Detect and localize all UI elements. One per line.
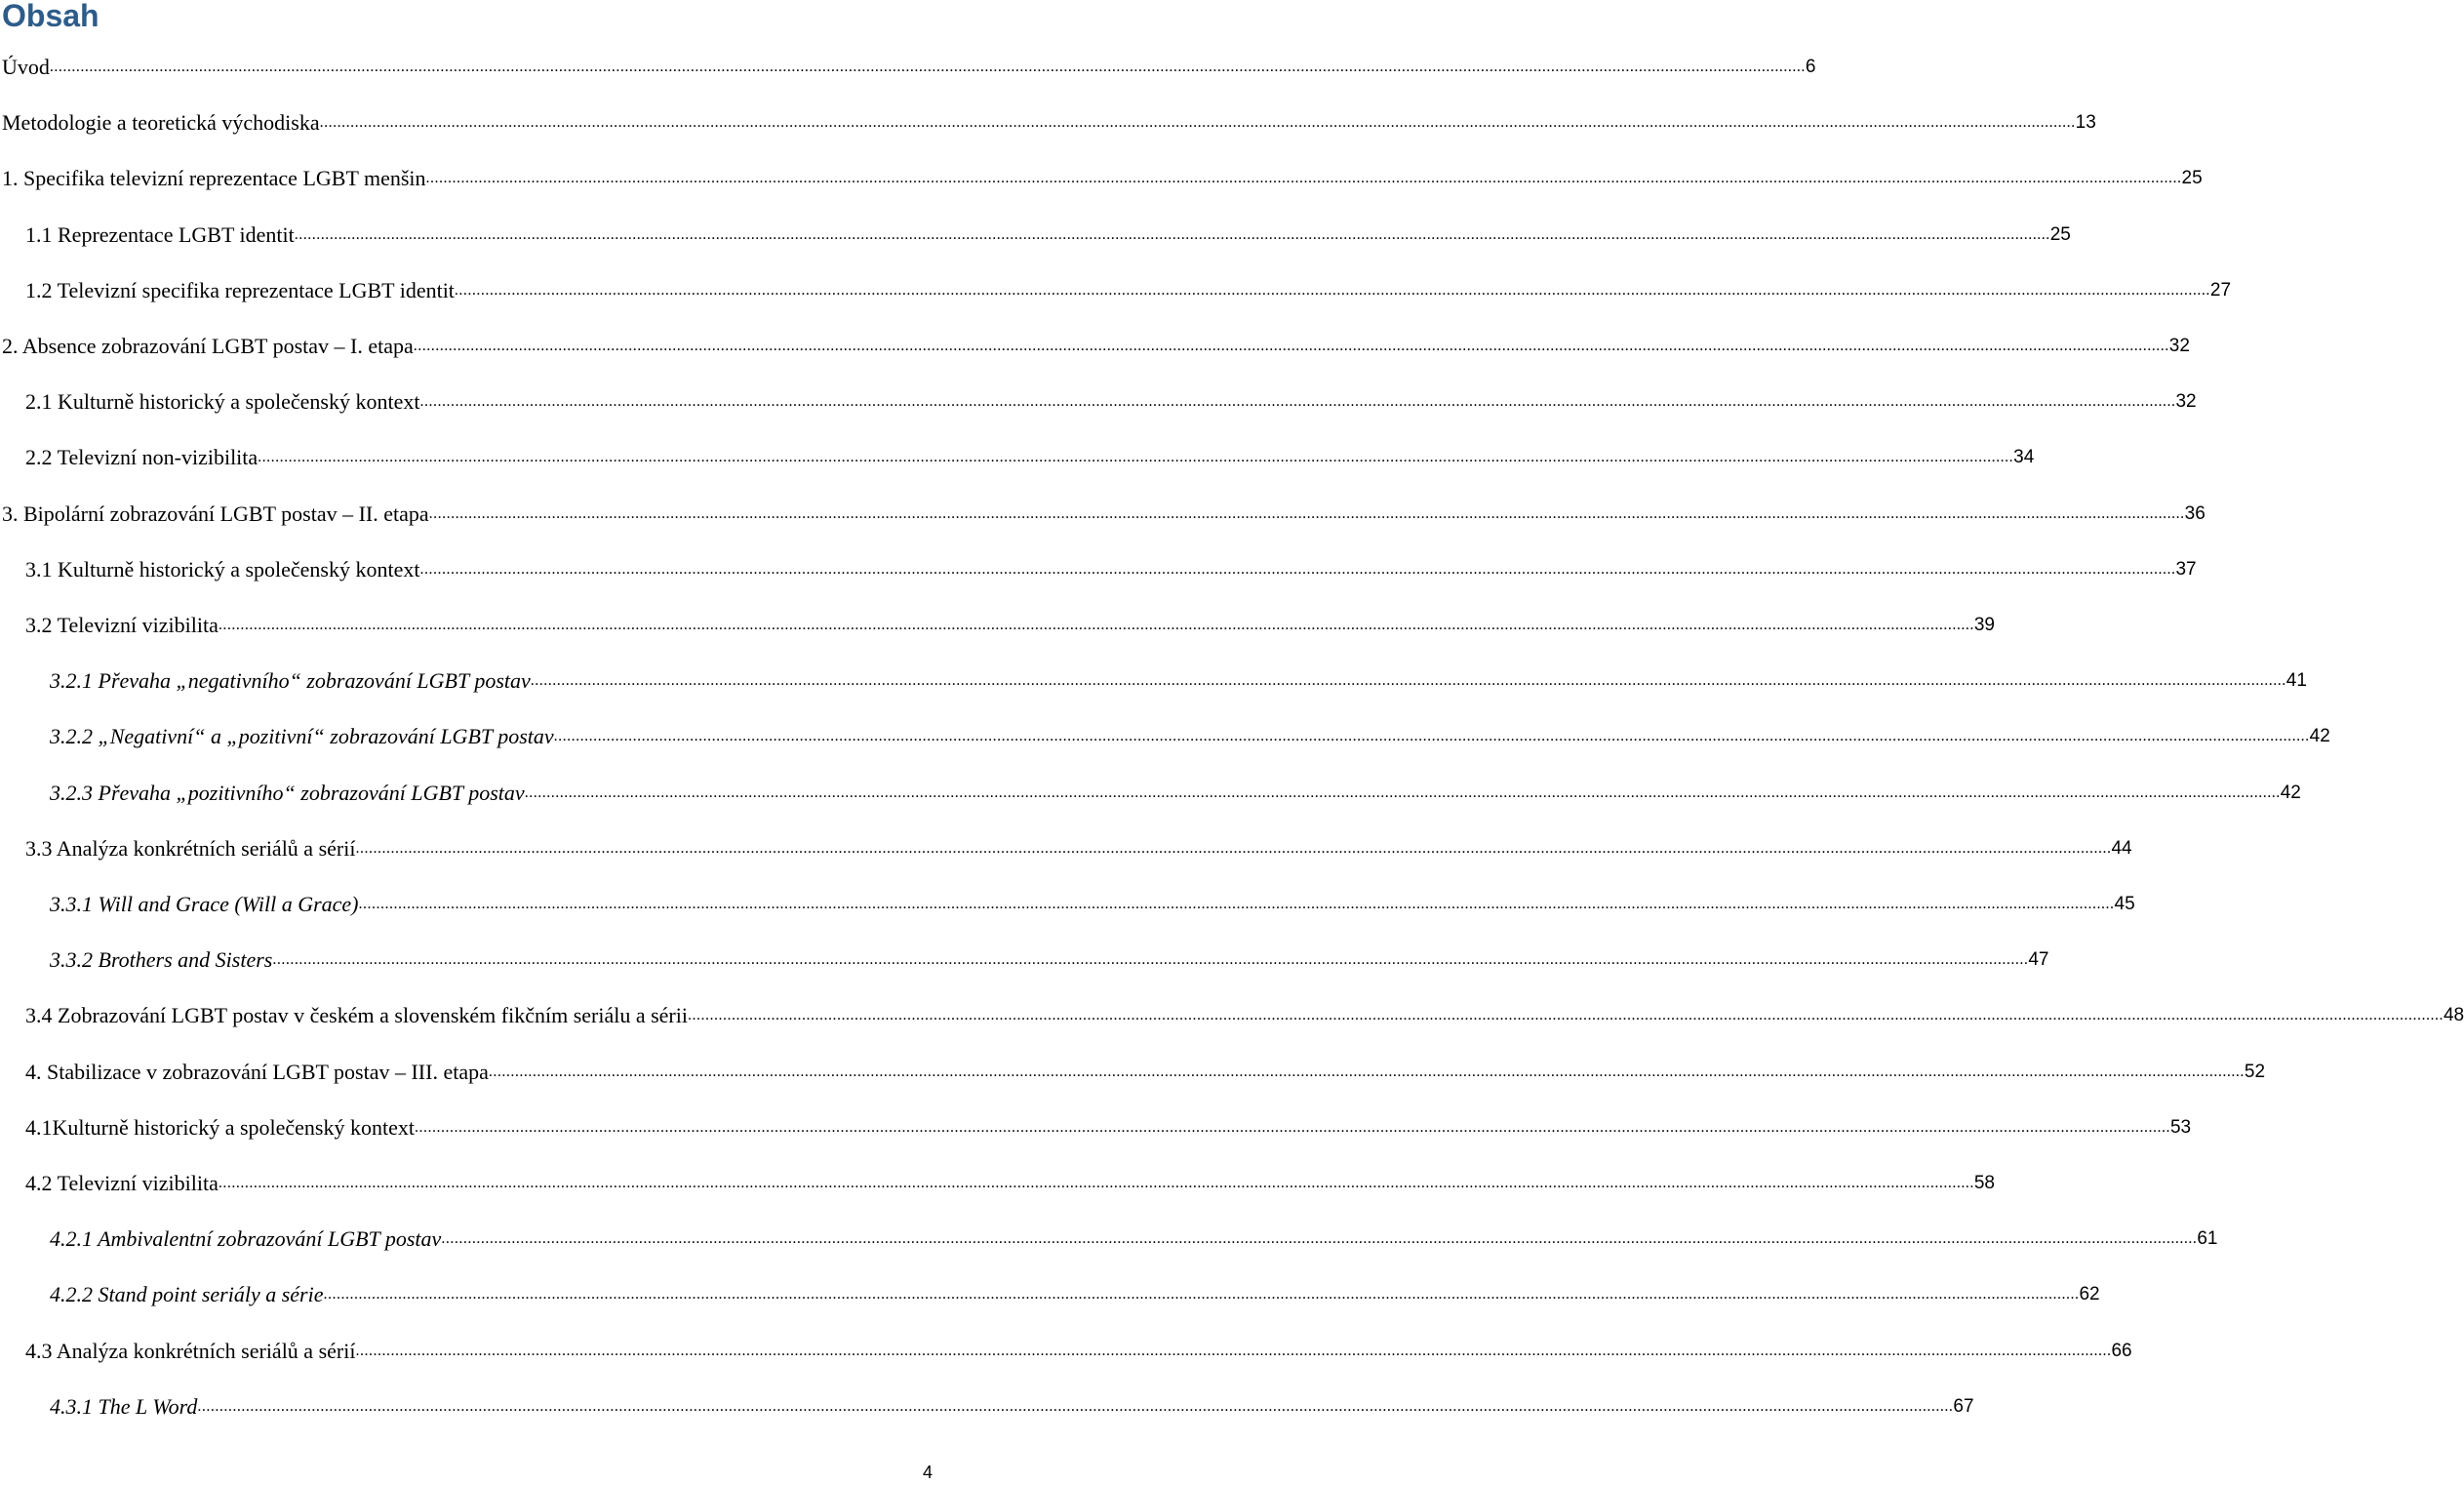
toc-entry-page-number: 13	[2075, 112, 2096, 133]
dot-leader: ................................................................................................................................................................................................................................................................................................................................................................................................................	[258, 449, 2014, 465]
dot-leader: ................................................................................................................................................................................................................................................................................................................................................................................................................	[355, 840, 2112, 857]
toc-entry[interactable]	[2, 162, 2203, 191]
dot-leader: ................................................................................................................................................................................................................................................................................................................................................................................................................	[319, 114, 2076, 131]
toc-entry[interactable]	[50, 888, 2135, 917]
toc-entry-page-number: 52	[2244, 1062, 2266, 1082]
toc-entry[interactable]	[2, 330, 2190, 359]
dot-leader: ................................................................................................................................................................................................................................................................................................................................................................................................................	[49, 59, 1806, 75]
toc-entry-title: 4.2.1 Ambivalentní zobrazování LGBT postav	[50, 1226, 442, 1251]
toc-entry[interactable]	[25, 1335, 2132, 1364]
dot-leader: ................................................................................................................................................................................................................................................................................................................................................................................................................	[419, 561, 2176, 578]
toc-entry-page-number: 39	[1973, 615, 1995, 635]
toc-entry[interactable]	[50, 943, 2049, 973]
toc-entry[interactable]	[25, 1111, 2192, 1141]
dot-leader: ................................................................................................................................................................................................................................................................................................................................................................................................................	[419, 393, 2176, 410]
toc-entry-title: 3.3.1 Will and Grace (Will a Grace)	[50, 892, 359, 916]
toc-entry-title: 3.3.2 Brothers and Sisters	[50, 947, 273, 972]
dot-leader: ................................................................................................................................................................................................................................................................................................................................................................................................................	[530, 672, 2286, 689]
toc-entry-title: 3.2.3 Převaha „pozitivního“ zobrazování LGBT postav	[50, 781, 525, 805]
toc-entry-title: Úvod	[2, 55, 50, 79]
toc-entry-title: 3.2 Televizní vizibilita	[25, 613, 219, 637]
toc-entry[interactable]	[25, 832, 2132, 862]
toc-entry[interactable]	[2, 51, 1816, 80]
toc-entry[interactable]	[50, 1278, 2100, 1307]
dot-leader: ................................................................................................................................................................................................................................................................................................................................................................................................................	[488, 1064, 2245, 1080]
toc-entry[interactable]	[50, 777, 2301, 806]
toc-entry-title: 3.2.1 Převaha „negativního“ zobrazování LGBT postav	[50, 668, 531, 693]
toc-entry[interactable]	[25, 1056, 2266, 1085]
toc-entry-title: 3.3 Analýza konkrétních seriálů a sérií	[25, 836, 356, 861]
toc-entry-page-number: 47	[2028, 949, 2049, 970]
dot-leader: ................................................................................................................................................................................................................................................................................................................................................................................................................	[197, 1398, 1954, 1415]
toc-entry-page-number: 25	[2049, 224, 2071, 245]
toc-entry-page-number: 36	[2184, 503, 2206, 524]
toc-entry[interactable]	[25, 385, 2197, 415]
toc-entry-page-number: 66	[2111, 1341, 2132, 1361]
toc-entry-title: 3.2.2 „Negativní“ a „pozitivní“ zobrazování LGBT postav	[50, 724, 554, 748]
toc-entry[interactable]	[25, 553, 2197, 582]
toc-entry-title: 3.1 Kulturně historický a společenský kontext	[25, 557, 420, 582]
toc-entry-title: 4.2 Televizní vizibilita	[25, 1171, 219, 1195]
toc-entry-page-number: 27	[2209, 280, 2232, 301]
dot-leader: ................................................................................................................................................................................................................................................................................................................................................................................................................	[414, 1119, 2170, 1136]
toc-entry-page-number: 6	[1805, 57, 1816, 77]
toc-entry-title: 1. Specifika televizní reprezentace LGBT menšin	[2, 166, 426, 190]
toc-entry-title: 2.1 Kulturně historický a společenský kontext	[25, 389, 420, 414]
toc-entry-page-number: 42	[2309, 726, 2330, 746]
dot-leader: ................................................................................................................................................................................................................................................................................................................................................................................................................	[413, 338, 2169, 354]
toc-entry-page-number: 61	[2197, 1228, 2218, 1249]
toc-entry-page-number: 32	[2168, 336, 2190, 356]
toc-entry[interactable]	[50, 1390, 1974, 1420]
dot-leader: ................................................................................................................................................................................................................................................................................................................................................................................................................	[323, 1286, 2080, 1303]
toc-entry-title: 4.2.2 Stand point seriály a série	[50, 1282, 324, 1306]
toc-entry[interactable]	[25, 999, 2464, 1028]
toc-entry-title: 4.3 Analýza konkrétních seriálů a sérií	[25, 1339, 356, 1363]
page-number: 4	[922, 1463, 933, 1482]
dot-leader: ................................................................................................................................................................................................................................................................................................................................................................................................................	[454, 282, 2210, 299]
dot-leader: ................................................................................................................................................................................................................................................................................................................................................................................................................	[441, 1230, 2198, 1247]
toc-entry-title: 4.1Kulturně historický a společenský kontext	[25, 1115, 415, 1140]
toc-entry-page-number: 45	[2114, 894, 2135, 914]
toc-entry-page-number: 37	[2175, 559, 2197, 580]
toc-entry-page-number: 34	[2013, 447, 2035, 467]
toc-entry-page-number: 48	[2443, 1005, 2464, 1025]
dot-leader: ................................................................................................................................................................................................................................................................................................................................................................................................................	[428, 505, 2185, 522]
toc-entry-page-number: 53	[2169, 1117, 2192, 1138]
toc-entry-title: 1.1 Reprezentace LGBT identit	[25, 222, 295, 247]
toc-entry-page-number: 67	[1953, 1396, 1974, 1417]
toc-entry-title: 2. Absence zobrazování LGBT postav – I. etapa	[2, 334, 414, 358]
dot-leader: ................................................................................................................................................................................................................................................................................................................................................................................................................	[218, 1175, 1974, 1191]
toc-entry-title: 1.2 Televizní specifika reprezentace LGBT identit	[25, 278, 455, 302]
toc-entry[interactable]	[25, 609, 1995, 638]
dot-leader: ................................................................................................................................................................................................................................................................................................................................................................................................................	[358, 896, 2115, 912]
toc-entry-title: 3.4 Zobrazování LGBT postav v českém a slovenském fikčním seriálu a sérii	[25, 1003, 688, 1027]
toc-entry[interactable]	[50, 720, 2330, 749]
toc-entry[interactable]	[2, 498, 2206, 527]
toc-entry-title: Metodologie a teoretická východiska	[2, 110, 320, 135]
dot-leader: ................................................................................................................................................................................................................................................................................................................................................................................................................	[355, 1343, 2112, 1359]
toc-entry-page-number: 44	[2111, 838, 2132, 859]
toc-entry[interactable]	[25, 219, 2071, 248]
toc-entry-page-number: 58	[1973, 1173, 1995, 1193]
toc-entry[interactable]	[50, 1223, 2218, 1252]
dot-leader: ................................................................................................................................................................................................................................................................................................................................................................................................................	[272, 951, 2029, 968]
toc-entry[interactable]	[25, 1167, 1995, 1196]
toc-entry[interactable]	[50, 664, 2307, 694]
toc-entry-title: 2.2 Televizní non-vizibilita	[25, 445, 258, 469]
toc-entry-title: 4. Stabilizace v zobrazování LGBT postav – III. etapa	[25, 1060, 489, 1084]
toc-entry-title: 3. Bipolární zobrazování LGBT postav – II. etapa	[2, 502, 429, 526]
toc-heading: Obsah	[2, 0, 99, 33]
toc-entry[interactable]	[2, 106, 2096, 136]
toc-entry[interactable]	[25, 441, 2035, 470]
toc-entry-title: 4.3.1 The L Word	[50, 1394, 198, 1419]
toc-entry-page-number: 41	[2285, 670, 2307, 691]
dot-leader: ................................................................................................................................................................................................................................................................................................................................................................................................................	[687, 1007, 2444, 1023]
dot-leader: ................................................................................................................................................................................................................................................................................................................................................................................................................	[218, 617, 1974, 633]
toc-entry[interactable]	[25, 274, 2232, 303]
dot-leader: ................................................................................................................................................................................................................................................................................................................................................................................................................	[425, 170, 2182, 186]
toc-entry-page-number: 62	[2079, 1284, 2100, 1304]
toc-entry-page-number: 25	[2181, 168, 2203, 188]
toc-entry-page-number: 42	[2280, 783, 2301, 803]
toc-entry-page-number: 32	[2175, 391, 2197, 412]
dot-leader: ................................................................................................................................................................................................................................................................................................................................................................................................................	[524, 784, 2281, 801]
dot-leader: ................................................................................................................................................................................................................................................................................................................................................................................................................	[294, 226, 2050, 243]
dot-leader: ................................................................................................................................................................................................................................................................................................................................................................................................................	[553, 728, 2310, 744]
